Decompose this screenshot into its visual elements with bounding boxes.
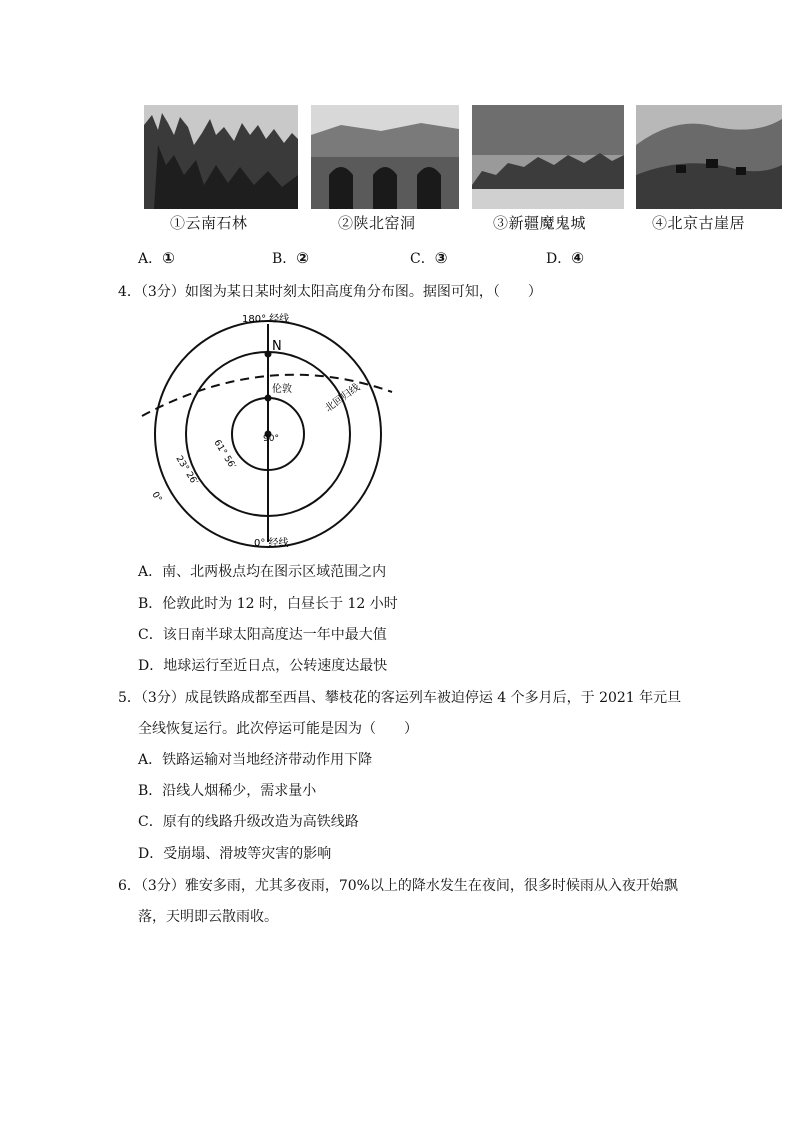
q4-option-d[interactable]: D．地球运行至近日点，公转速度达最快 [138, 658, 388, 674]
q3-option-b[interactable] [272, 248, 309, 268]
label-180-meridian: 180° 经线 [242, 314, 290, 325]
q3-option-a[interactable] [138, 248, 175, 268]
q4-option-a[interactable]: A．南、北两极点均在图示区域范围之内 [138, 564, 387, 580]
option-value: ② [296, 249, 309, 267]
q3-option-d[interactable] [546, 248, 584, 268]
photo-cliff-dwelling [636, 105, 782, 209]
label-north: N [272, 339, 282, 354]
photo-caption-3: ③新疆魔鬼城 [493, 214, 587, 232]
photo-ghost-city [472, 105, 624, 209]
q6-stem-line1: 6．（3分）雅安多雨，尤其多夜雨，70%以上的降水发生在夜间，很多时候雨从入夜开始飘 [118, 878, 678, 894]
q5-option-d[interactable]: D．受崩塌、滑坡等灾害的影响 [138, 846, 332, 862]
option-letter: A． [138, 251, 163, 267]
option-letter: B． [272, 251, 297, 267]
london-point [265, 395, 272, 402]
option-value: ③ [434, 249, 448, 267]
north-pole-point [265, 351, 272, 358]
label-23-26: 23° 26′ [173, 454, 200, 487]
option-letter: D． [546, 251, 572, 267]
photo-cave-dwelling [311, 105, 459, 209]
photo-caption-2: ②陕北窑洞 [338, 214, 416, 232]
option-letter: C． [410, 251, 435, 267]
label-90: 90° [263, 434, 279, 444]
q4-option-c[interactable]: C．该日南半球太阳高度达一年中最大值 [138, 627, 387, 643]
q5-stem-line1: 5．（3分）成昆铁路成都至西昌、攀枝花的客运列车被迫停运 4 个多月后，于 2021 年元旦 [118, 690, 682, 706]
q5-option-c[interactable]: C．原有的线路升级改造为高铁线路 [138, 814, 359, 830]
q4-option-b[interactable]: B．伦敦此时为 12 时，白昼长于 12 小时 [138, 596, 398, 612]
photo-caption-4: ④北京古崖居 [652, 214, 746, 232]
q3-option-c[interactable] [410, 248, 447, 268]
label-61-56: 61° 56′ [211, 438, 238, 471]
sun-altitude-diagram [138, 308, 400, 552]
label-tropic: 北回归线 [323, 382, 363, 415]
q6-stem-line2: 落，天明即云散雨收。 [138, 909, 278, 925]
photo-caption-1: ①云南石林 [170, 214, 248, 232]
q4-stem: 4．（3分）如图为某日某时刻太阳高度角分布图。据图可知，（ ） [118, 284, 542, 300]
q5-option-b[interactable]: B．沿线人烟稀少，需求量小 [138, 783, 317, 799]
q5-stem-line2: 全线恢复运行。此次停运可能是因为（ ） [138, 721, 418, 737]
photo-stone-forest [144, 105, 298, 209]
option-value: ① [162, 249, 175, 267]
q5-option-a[interactable]: A．铁路运输对当地经济带动作用下降 [138, 752, 373, 768]
label-london: 伦敦 [272, 384, 292, 395]
option-value: ④ [571, 249, 584, 267]
label-0-degree: 0° [149, 490, 164, 505]
label-0-meridian: 0° 经线 [254, 538, 289, 549]
